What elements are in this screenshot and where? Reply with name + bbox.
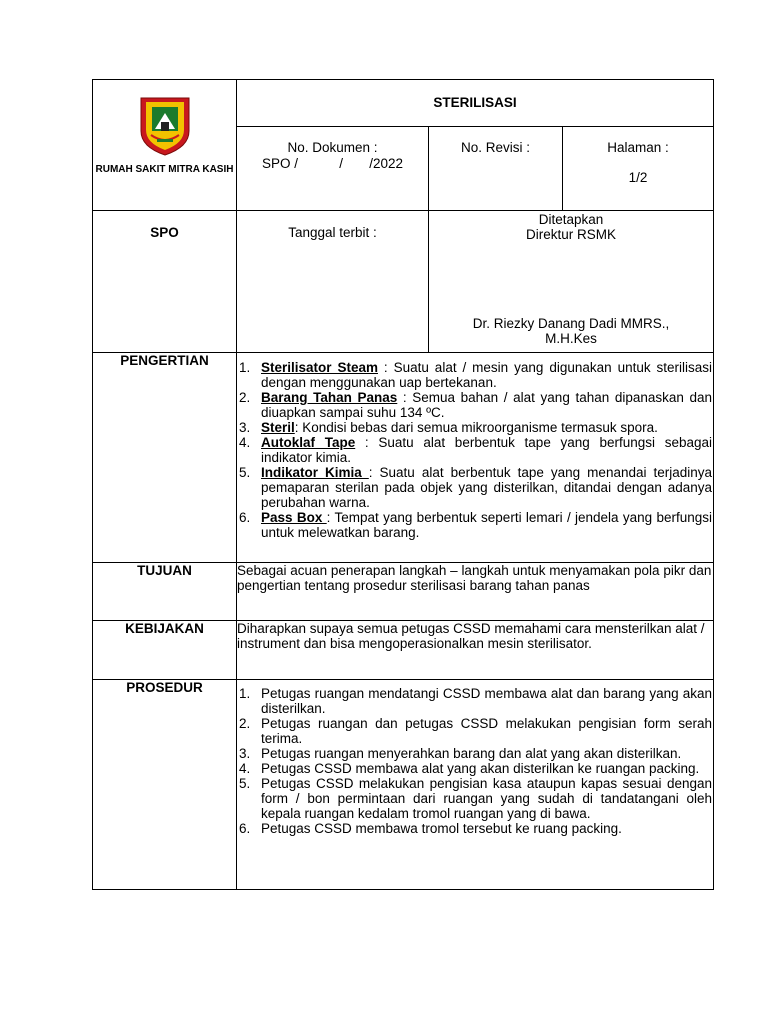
list-item-text: Petugas CSSD melakukan pengisian kasa ataupun kapas sesuai dengan form / bon permintaan dari ruangan yang sudah di tandatangani oleh kepala ruangan kedalam tromol ruangan yang di bawa.	[261, 776, 713, 821]
kebijakan-text: Diharapkan supaya semua petugas CSSD memahami cara mensterilkan alat / instrument dan bisa mengoperasionalkan mesin sterilisator.	[237, 621, 714, 680]
list-item-definition: : Suatu alat / mesin yang digunakan untuk sterilisasi dengan menggunakan uap bertekanan.	[261, 360, 713, 390]
prosedur-label: PROSEDUR	[93, 680, 237, 890]
tujuan-text: Sebagai acuan penerapan langkah – langkah untuk menyamakan pola pikr dan pengertian tentang prosedur sterilisasi barang tahan panas	[237, 563, 714, 621]
page-value: 1/2	[628, 170, 648, 185]
list-item	[237, 510, 712, 540]
director-label: Direktur RSMK	[526, 227, 617, 242]
doc-number-value: SPO / / /2022	[261, 156, 404, 171]
list-item-number: 6.	[239, 821, 251, 836]
pengertian-content	[237, 353, 714, 563]
page-cell	[563, 127, 714, 211]
list-item	[237, 435, 712, 465]
list-item	[237, 420, 712, 435]
list-item-number: 6.	[239, 510, 251, 525]
list-item-number: 5.	[239, 465, 251, 480]
prosedur-list	[237, 686, 712, 836]
list-item-text: Petugas CSSD membawa alat yang akan disterilkan ke ruangan packing.	[261, 761, 700, 776]
hospital-name: RUMAH SAKIT MITRA KASIH	[95, 164, 234, 175]
list-item-term: Sterilisator Steam	[261, 360, 378, 375]
list-item-text: Petugas CSSD membawa tromol tersebut ke ruang packing.	[261, 821, 622, 836]
list-item-term: Autoklaf Tape	[261, 435, 356, 450]
list-item-number: 4.	[239, 435, 251, 450]
list-item-text: Petugas ruangan dan petugas CSSD melakukan pengisian form serah terima.	[261, 716, 713, 746]
spo-label: SPO	[93, 211, 237, 353]
list-item-number: 2.	[239, 390, 251, 405]
list-item-number: 1.	[239, 360, 251, 375]
doc-number-cell	[237, 127, 429, 211]
list-item-number: 3.	[239, 420, 251, 435]
list-item	[237, 776, 712, 821]
approval-cell	[429, 211, 714, 353]
sop-document	[92, 79, 713, 890]
logo-cell	[93, 80, 237, 211]
list-item	[237, 390, 712, 420]
list-item-term: Steril	[261, 420, 295, 435]
tujuan-label: TUJUAN	[93, 563, 237, 621]
list-item-definition: : Suatu alat berbentuk tape yang berfungsi sebagai indikator kimia.	[261, 435, 713, 465]
page-label: Halaman :	[607, 140, 669, 155]
list-item-number: 1.	[239, 686, 251, 701]
revision-label: No. Revisi :	[460, 140, 531, 155]
list-item	[237, 686, 712, 716]
issue-date-label: Tanggal terbit :	[237, 211, 429, 353]
list-item-number: 4.	[239, 761, 251, 776]
list-item-text: Petugas ruangan menyerahkan barang dan alat yang akan disterilkan.	[261, 746, 682, 761]
doc-number-label: No. Dokumen :	[287, 140, 378, 155]
kebijakan-label: KEBIJAKAN	[93, 621, 237, 680]
hospital-logo-icon	[137, 95, 193, 157]
list-item	[237, 761, 712, 776]
list-item	[237, 465, 712, 510]
list-item-term: Pass Box	[261, 510, 327, 525]
list-item-term: Barang Tahan Panas	[261, 390, 398, 405]
list-item	[237, 716, 712, 746]
list-item-definition: : Suatu alat berbentuk tape yang menandai terjadinya pemaparan sterilan pada objek yang disterilkan, ditandai dengan adanya perubahan warna.	[261, 465, 713, 510]
list-item-number: 3.	[239, 746, 251, 761]
pengertian-label: PENGERTIAN	[93, 353, 237, 563]
list-item-number: 2.	[239, 716, 251, 731]
pengertian-list	[237, 360, 712, 540]
list-item-term: Indikator Kimia	[261, 465, 369, 480]
list-item	[237, 360, 712, 390]
director-name: Dr. Riezky Danang Dadi MMRS.,	[472, 316, 670, 331]
prosedur-content	[237, 680, 714, 890]
established-label: Ditetapkan	[538, 212, 604, 227]
revision-cell	[429, 127, 563, 211]
list-item-definition: : Kondisi bebas dari semua mikroorganisme termasuk spora.	[294, 420, 658, 435]
director-degree: M.H.Kes	[545, 331, 597, 346]
document-title: STERILISASI	[237, 80, 714, 127]
list-item	[237, 746, 712, 761]
list-item	[237, 821, 712, 836]
list-item-number: 5.	[239, 776, 251, 791]
list-item-text: Petugas ruangan mendatangi CSSD membawa alat dan barang yang akan disterilkan.	[261, 686, 713, 716]
list-item-definition: : Tempat yang berbentuk seperti lemari / jendela yang berfungsi untuk melewatkan barang.	[261, 510, 713, 540]
sop-table	[92, 79, 714, 890]
list-item-definition: : Semua bahan / alat yang tahan dipanaskan dan diuapkan sampai suhu 134 ºC.	[261, 390, 713, 420]
